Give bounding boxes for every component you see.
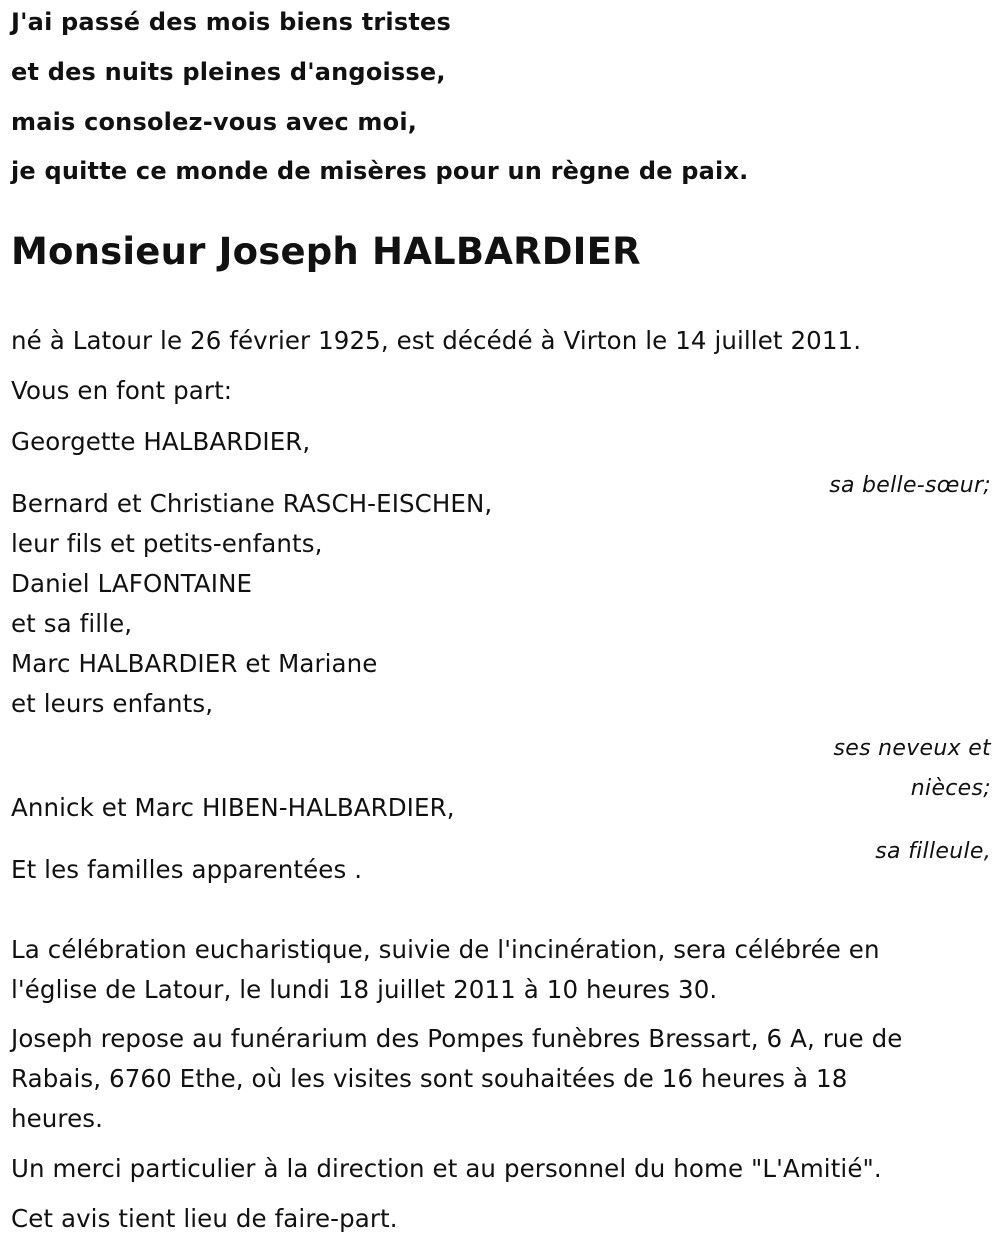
relation-label: sa filleule, <box>875 839 991 864</box>
relative-name: leur fils et petits-enfants, <box>11 529 323 558</box>
birth-death-line: né à Latour le 26 février 1925, est décédé à Virton le 14 juillet 2011. <box>11 326 862 355</box>
poem-line: mais consolez-vous avec moi, <box>11 108 418 136</box>
poem-line: je quitte ce monde de misères pour un règne de paix. <box>11 157 749 185</box>
ceremony-line: l'église de Latour, le lundi 18 juillet 2011 à 10 heures 30. <box>11 975 718 1004</box>
funeral-home-line: Joseph repose au funérarium des Pompes funèbres Bressart, 6 A, rue de <box>11 1024 903 1053</box>
relation-label: nièces; <box>910 776 991 801</box>
relative-name: Georgette HALBARDIER, <box>11 427 311 456</box>
relative-name: et sa fille, <box>11 609 133 638</box>
announcement-intro: Vous en font part: <box>11 376 233 405</box>
thanks-line: Un merci particulier à la direction et au personnel du home "L'Amitié". <box>11 1154 882 1183</box>
deceased-name: Monsieur Joseph HALBARDIER <box>11 230 641 273</box>
relative-name: Marc HALBARDIER et Mariane <box>11 649 378 678</box>
ceremony-line: La célébration eucharistique, suivie de l'incinération, sera célébrée en <box>11 935 880 964</box>
relative-name: Bernard et Christiane RASCH-EISCHEN, <box>11 489 493 518</box>
relation-label: ses neveux et <box>833 736 991 761</box>
funeral-home-line: Rabais, 6760 Ethe, où les visites sont souhaitées de 16 heures à 18 <box>11 1064 848 1093</box>
funeral-home-line: heures. <box>11 1104 103 1133</box>
poem-line: et des nuits pleines d'angoisse, <box>11 58 446 86</box>
closing-line: Cet avis tient lieu de faire-part. <box>11 1204 398 1233</box>
poem-line: J'ai passé des mois biens tristes <box>11 8 451 36</box>
families-line: Et les familles apparentées . <box>11 855 363 884</box>
relative-name: Daniel LAFONTAINE <box>11 569 253 598</box>
relation-label: sa belle-sœur; <box>829 473 991 498</box>
relative-name: Annick et Marc HIBEN-HALBARDIER, <box>11 793 455 822</box>
relative-name: et leurs enfants, <box>11 689 214 718</box>
